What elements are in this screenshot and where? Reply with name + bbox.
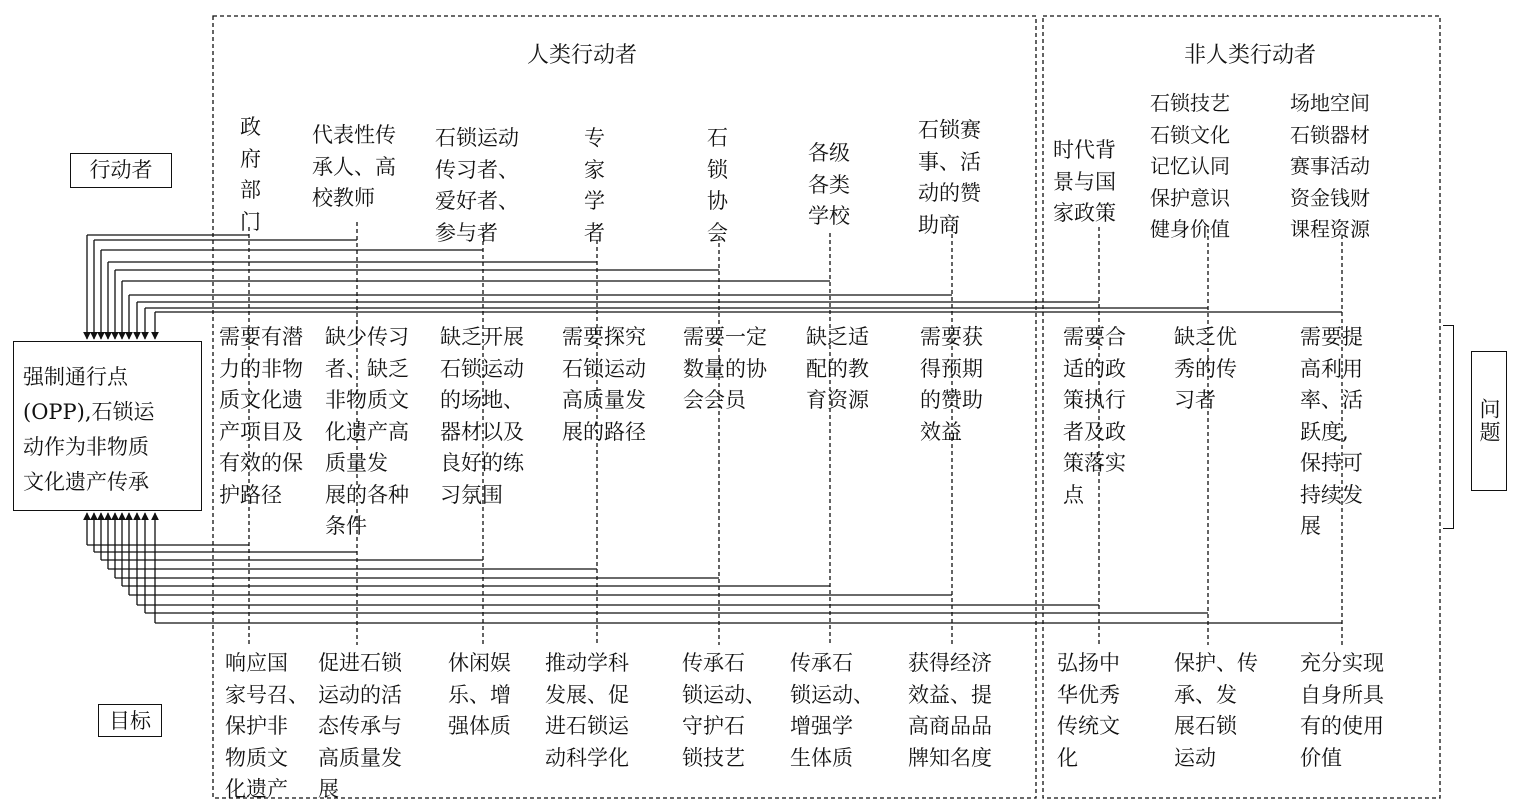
problem-sponsors: 需要获 得预期 的赞助 效益: [920, 325, 983, 444]
problems-bracket: [1443, 325, 1454, 529]
actor-resources: 场地空间 石锁器材 赛事活动 资金钱财 课程资源: [1290, 91, 1370, 241]
goal-resources: 充分实现 自身所具 有的使用 价值: [1300, 651, 1384, 770]
obligatory-passage-point-box: 强制通行点 (OPP),石锁运 动作为非物质 文化遗产传承: [13, 341, 202, 511]
problem-skills-culture: 缺乏优 秀的传 习者: [1174, 325, 1237, 412]
actor-government: 政 府 部 门: [240, 115, 261, 234]
goal-experts: 推动学科 发展、促 进石锁运 动科学化: [545, 651, 629, 770]
actor-experts: 专 家 学 者: [584, 126, 605, 245]
goal-policy: 弘扬中 华优秀 传统文 化: [1057, 651, 1120, 770]
goal-schools: 传承石 锁运动、 增强学 生体质: [790, 651, 874, 770]
actor-policy: 时代背 景与国 家政策: [1053, 138, 1116, 225]
goal-government: 响应国 家号召、 保护非 物质文 化遗产: [225, 651, 309, 801]
problems-row-label: 问题: [1471, 351, 1507, 491]
goal-inheritors-teachers: 促进石锁 运动的活 态传承与 高质量发 展: [318, 651, 402, 801]
problem-experts: 需要探究 石锁运动 高质量发 展的路径: [562, 325, 646, 444]
goal-skills-culture: 保护、传 承、发 展石锁 运动: [1174, 651, 1258, 770]
problem-resources: 需要提 高利用 率、活 跃度, 保持可 持续发 展: [1300, 325, 1363, 538]
goals-row-label: 目标: [98, 704, 162, 737]
problem-inheritors-teachers: 缺少传习 者、缺乏 非物质文 化遗产高 质量发 展的各种 条件: [325, 325, 409, 538]
goal-sponsors: 获得经济 效益、提 高商品品 牌知名度: [908, 651, 992, 770]
goal-association: 传承石 锁运动、 守护石 锁技艺: [682, 651, 766, 770]
actors-row-label: 行动者: [70, 153, 172, 188]
problem-association: 需要一定 数量的协 会会员: [683, 325, 767, 412]
problem-government: 需要有潜 力的非物 质文化遗 产项目及 有效的保 护路径: [219, 325, 303, 507]
problem-practitioners: 缺乏开展 石锁运动 的场地、 器材以及 良好的练 习氛围: [440, 325, 524, 507]
problem-policy: 需要合 适的政 策执行 者及政 策落实 点: [1063, 325, 1126, 507]
actor-inheritors-teachers: 代表性传 承人、高 校教师: [312, 123, 396, 210]
human-actors-heading: 人类行动者: [527, 43, 638, 68]
problem-schools: 缺乏适 配的教 育资源: [806, 325, 869, 412]
actor-skills-culture: 石锁技艺 石锁文化 记忆认同 保护意识 健身价值: [1150, 91, 1230, 241]
actor-practitioners: 石锁运动 传习者、 爱好者、 参与者: [435, 126, 519, 245]
actor-association: 石 锁 协 会: [707, 126, 728, 245]
actor-sponsors: 石锁赛 事、活 动的赞 助商: [918, 118, 981, 237]
nonhuman-actors-heading: 非人类行动者: [1184, 43, 1317, 68]
actor-schools: 各级 各类 学校: [808, 141, 850, 228]
goal-practitioners: 休闲娱 乐、增 强体质: [448, 651, 511, 738]
